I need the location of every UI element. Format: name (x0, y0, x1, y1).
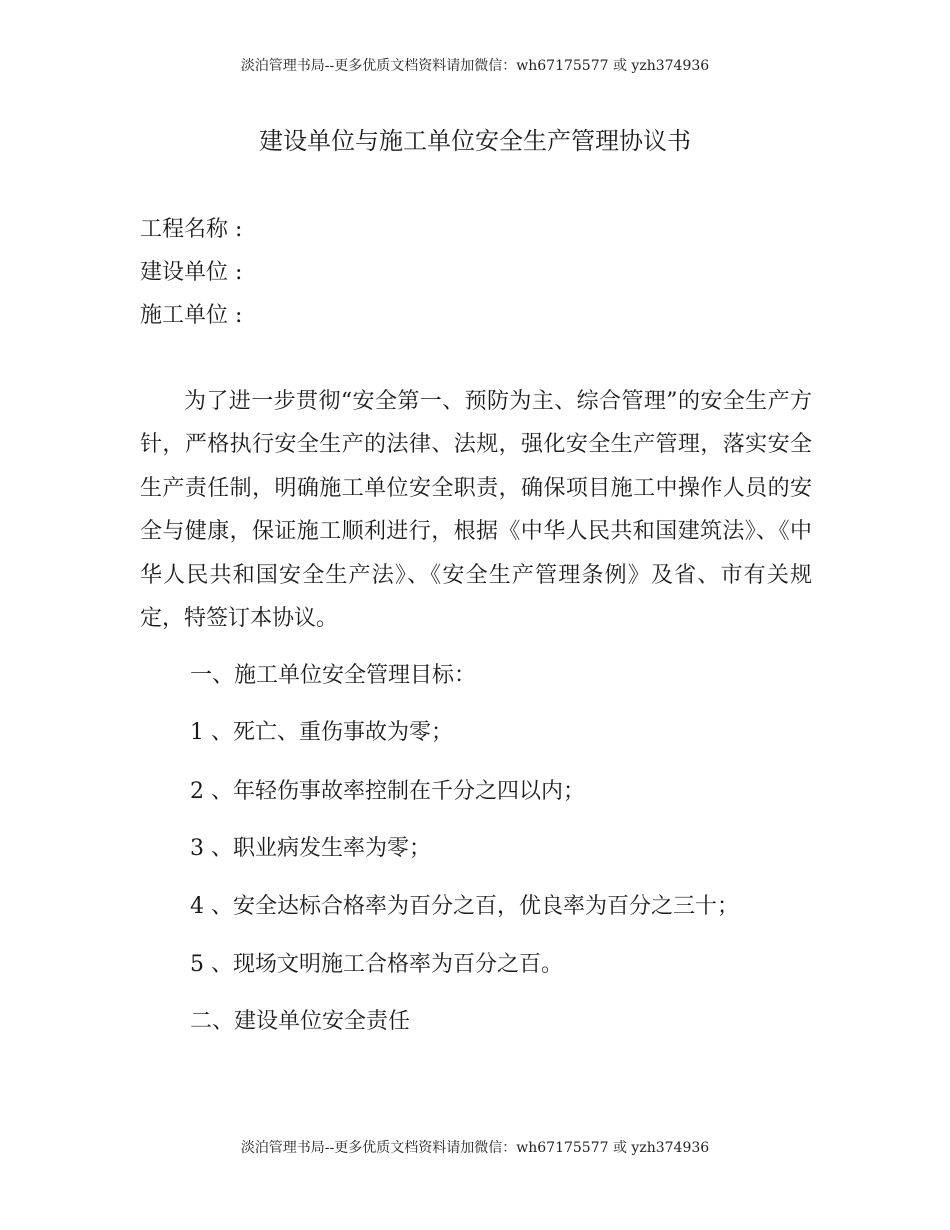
document-title: 建设单位与施工单位安全生产管理协议书 (259, 127, 691, 155)
goal-item-3: 3 、职业病发生率为零； (190, 836, 431, 861)
page-header: 淡泊管理书局--更多优质文档资料请加微信：wh67175577 或 yzh374936 (240, 58, 710, 74)
page-footer: 淡泊管理书局--更多优质文档资料请加微信：wh67175577 或 yzh374936 (240, 1140, 710, 1156)
section-heading-2: 二、建设单位安全责任 (190, 1009, 411, 1034)
goal-item-4: 4 、安全达标合格率为百分之百，优良率为百分之三十； (190, 894, 739, 919)
field-project-name: 工程名称 : (140, 217, 243, 242)
goal-item-2: 2 、年轻伤事故率控制在千分之四以内； (190, 779, 585, 804)
intro-paragraph-text: 为了进一步贯彻“安全第一、预防为主、综合管理”的安全生产方针，严格执行安全生产的法律、法规，强化安全生产管理，落实安全生产责任制，明确施工单位安全职责，确保项目施工中操作人员的安全与健康，保证施工顺利进行，根据《中华人民共和国建筑法》、《中华人民共和国安全生产法》、《安全生产管理条例》及省、市有关规定，特签订本协议。 (140, 389, 812, 632)
intro-paragraph (140, 380, 812, 640)
field-contractor-unit: 施工单位 : (140, 303, 243, 328)
goal-item-1: 1 、死亡、重伤事故为零； (190, 720, 453, 745)
field-construction-unit: 建设单位 : (140, 260, 243, 285)
goal-item-5: 5 、现场文明施工合格率为百分之百。 (190, 952, 563, 977)
info-fields (140, 208, 242, 337)
section-heading-1: 一、施工单位安全管理目标： (190, 663, 477, 688)
